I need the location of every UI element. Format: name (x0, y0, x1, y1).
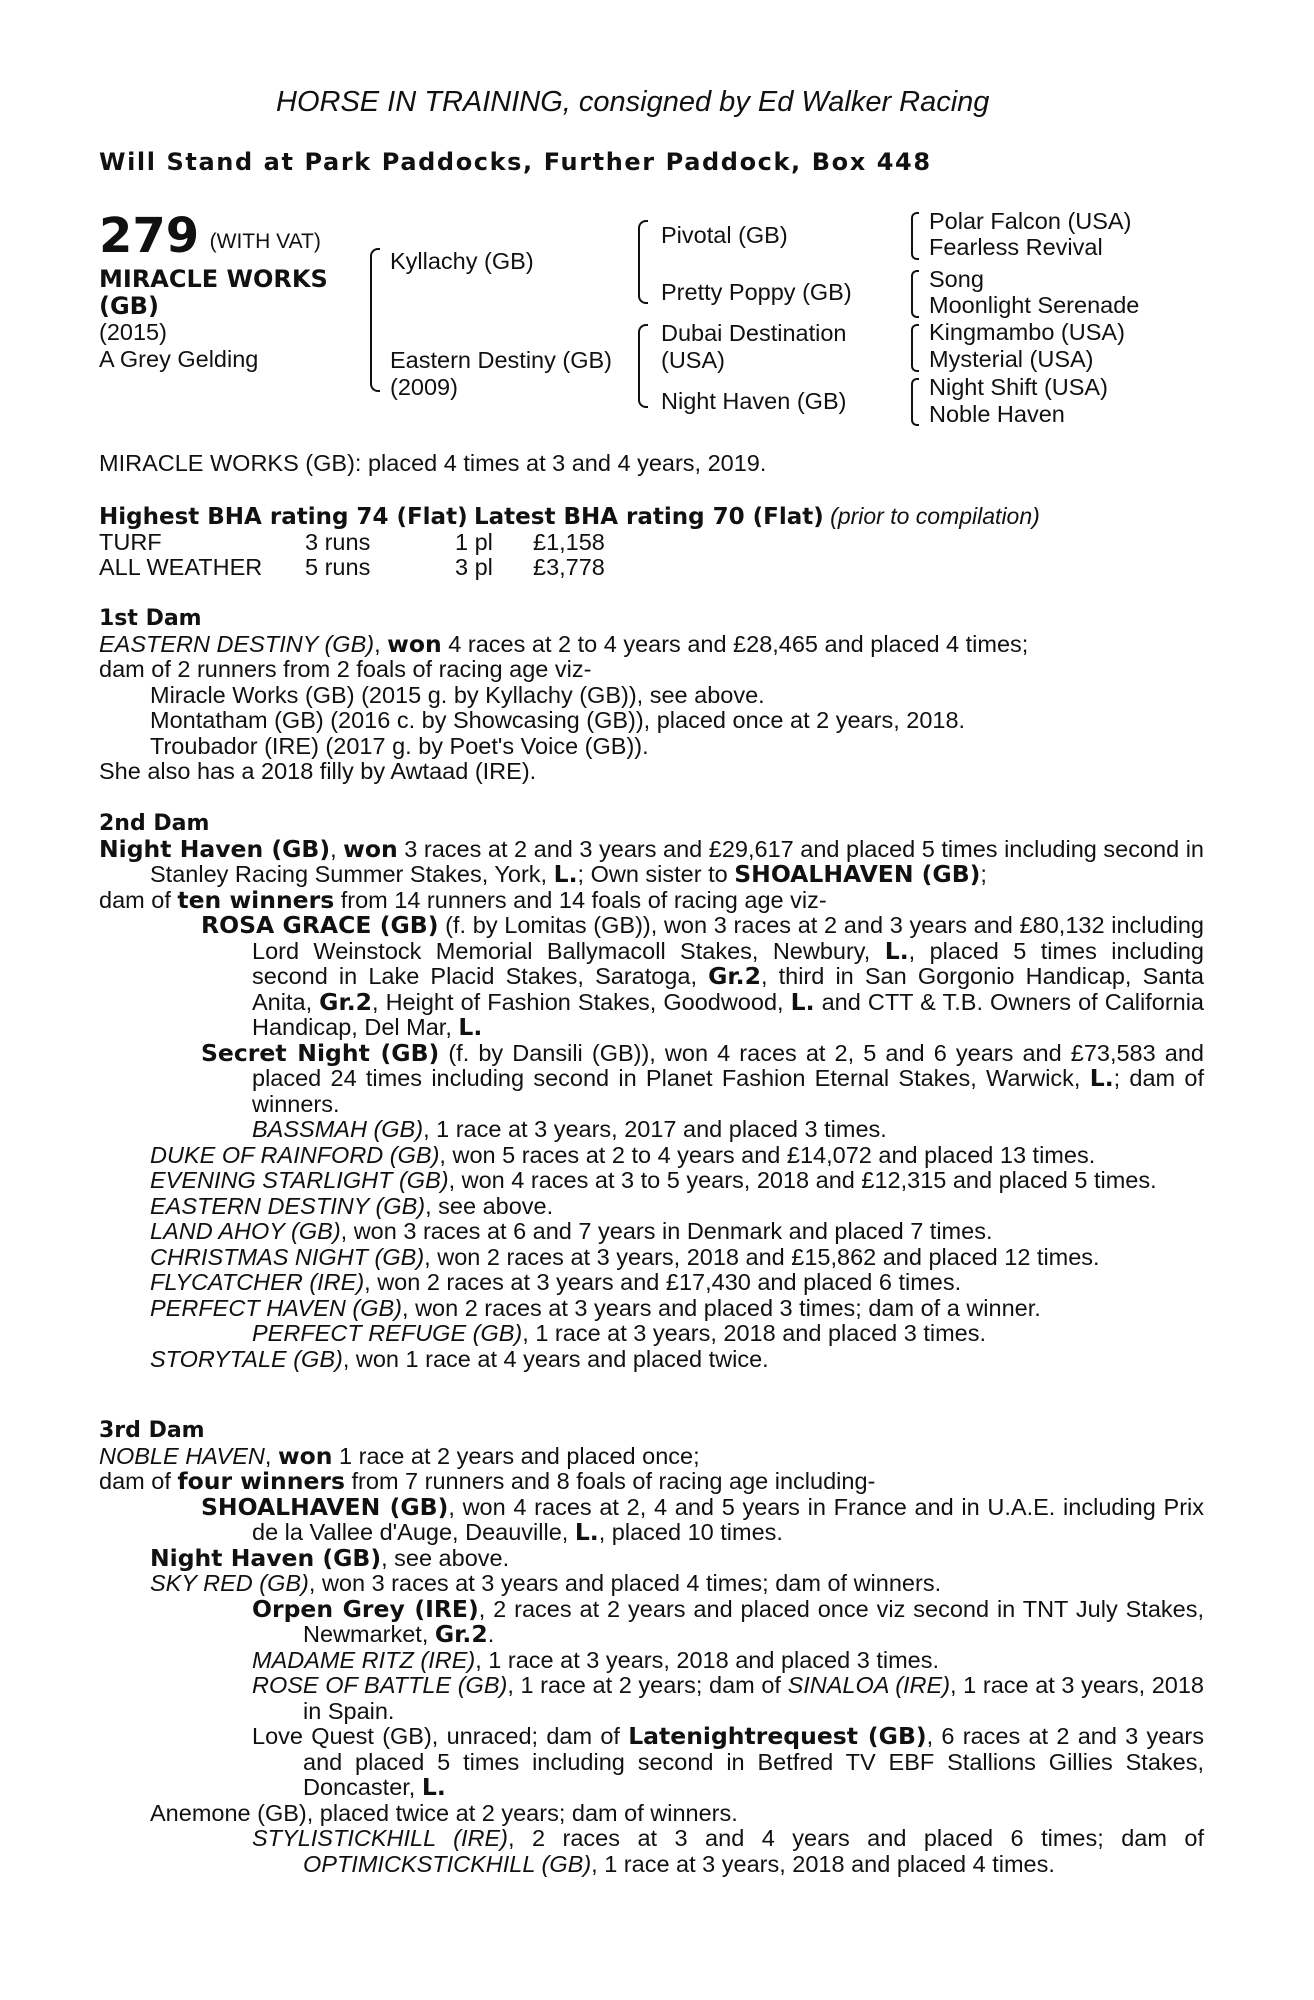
record-placed: 1 pl (455, 529, 493, 555)
record-earnings: £1,158 (533, 529, 605, 555)
record-surface: ALL WEATHER (99, 554, 263, 580)
section-heading: 1st Dam (99, 606, 202, 631)
pedigree-sire-dam: Pretty Poppy (GB) (661, 279, 852, 305)
list-item: BASSMAH (GB), 1 race at 3 years, 2017 and placed 3 times. (252, 1116, 887, 1142)
stand-location: Will Stand at Park Paddocks, Further Paddock, Box 448 (99, 148, 932, 176)
list-item: PERFECT REFUGE (GB), 1 race at 3 years, 2018 and placed 3 times. (252, 1320, 987, 1346)
pedigree-dam-name: Eastern Destiny (GB) (390, 347, 613, 373)
foaling-year: (2015) (99, 319, 167, 345)
list-item: Anemone (GB), placed twice at 2 years; dam of winners. (150, 1799, 738, 1826)
dam-produce-intro: dam of 2 runners from 2 foals of racing age viz- (99, 656, 592, 682)
ratings-line (99, 503, 1040, 530)
vat-label: (WITH VAT) (209, 230, 321, 253)
pedigree-dam-sire-1: Dubai Destination (661, 320, 847, 346)
list-item: Montatham (GB) (2016 c. by Showcasing (GB)), placed once at 2 years, 2018. (150, 707, 966, 733)
record-earnings: £3,778 (533, 554, 605, 580)
lot-number-line (99, 208, 321, 264)
pedigree-g3-7: Night Shift (USA) (929, 374, 1108, 400)
pedigree-brace-g1 (911, 212, 919, 260)
record-placed: 3 pl (455, 554, 493, 580)
list-item: STYLISTICKHILL (IRE), 2 races at 3 and 4 years and placed 6 times; dam of OPTIMICKSTICKHILL (GB), 1 race at 3 years, 2018 and placed 4 times. (252, 1825, 1204, 1877)
pedigree-sire: Kyllachy (GB) (390, 248, 534, 274)
third-dam-section (99, 1418, 1204, 1877)
record-surface: TURF (99, 529, 162, 555)
dam-produce-intro: dam of ten winners from 14 runners and 14 foals of racing age viz- (99, 885, 827, 914)
pedigree-brace-sire (638, 220, 648, 304)
pedigree-g3-6: Mysterial (USA) (929, 346, 1094, 372)
list-item: PERFECT HAVEN (GB), won 2 races at 3 years and placed 3 times; dam of a winner. (150, 1294, 1041, 1321)
dam-record: NOBLE HAVEN, won 1 race at 2 years and placed once; (99, 1441, 700, 1470)
record-runs: 3 runs (305, 529, 371, 555)
horse-country: (GB) (99, 292, 159, 320)
pedigree-g3-5: Kingmambo (USA) (929, 319, 1125, 345)
page-header-title: HORSE IN TRAINING, consigned by Ed Walker Racing (276, 86, 990, 118)
highest-rating: Highest BHA rating 74 (Flat) (99, 504, 468, 530)
first-dam-section (99, 606, 1204, 785)
record-runs: 5 runs (305, 554, 371, 580)
pedigree-g3-2: Fearless Revival (929, 234, 1103, 260)
list-item: EASTERN DESTINY (GB), see above. (150, 1192, 554, 1219)
horse-description: A Grey Gelding (99, 346, 259, 372)
pedigree-brace-main (370, 248, 380, 392)
dam-note: She also has a 2018 filly by Awtaad (IRE). (99, 758, 537, 784)
list-item: Secret Night (GB) (f. by Dansili (GB)), won 4 races at 2, 5 and 6 years and £73,583 and placed 24 times including second in Planet Fashion Eternal Stakes, Warwick, L.; dam of winners. (201, 1038, 1205, 1117)
dam-record: Night Haven (GB), won 3 races at 2 and 3 years and £29,617 and placed 5 times including second in Stanley Racing Summer Stakes, York, L.; Own sister to SHOALHAVEN (GB); (99, 834, 1204, 888)
dam-produce-intro: dam of four winners from 7 runners and 8 foals of racing age including- (99, 1467, 876, 1495)
pedigree-dam-dam: Night Haven (GB) (661, 388, 847, 414)
pedigree-brace-g2 (911, 270, 919, 318)
list-item: ROSE OF BATTLE (GB), 1 race at 2 years; dam of SINALOA (IRE), 1 race at 3 years, 2018 in Spain. (252, 1672, 1204, 1724)
pedigree-dam-sire-2: (USA) (661, 347, 725, 373)
list-item: Troubador (IRE) (2017 g. by Poet's Voice (GB)). (150, 732, 649, 759)
horse-name: MIRACLE WORKS (99, 265, 328, 293)
list-item: CHRISTMAS NIGHT (GB), won 2 races at 3 years, 2018 and £15,862 and placed 12 times. (150, 1243, 1100, 1270)
pedigree-brace-dam (638, 324, 648, 408)
list-item: Night Haven (GB), see above. (150, 1543, 510, 1572)
list-item: STORYTALE (GB), won 1 race at 4 years and placed twice. (150, 1345, 769, 1372)
pedigree-dam-year: (2009) (390, 374, 458, 400)
pedigree-g3-1: Polar Falcon (USA) (929, 208, 1132, 234)
dam-record: EASTERN DESTINY (GB), won 4 races at 2 to 4 years and £28,465 and placed 4 times; (99, 629, 1029, 658)
table-row (99, 530, 605, 555)
list-item: SKY RED (GB), won 3 races at 3 years and placed 4 times; dam of winners. (150, 1570, 942, 1596)
list-item: SHOALHAVEN (GB), won 4 races at 2, 4 and 5 years in France and in U.A.E. including Prix de la Vallee d'Auge, Deauville, L., placed 10 times. (201, 1492, 1204, 1546)
ratings-note: (prior to compilation) (830, 503, 1040, 529)
pedigree-brace-g3 (911, 324, 919, 372)
list-item: Love Quest (GB), unraced; dam of Latenightrequest (GB), 6 races at 2 and 3 years and placed 5 times including second in Betfred TV EBF Stallions Gillies Stakes, Doncaster, L. (252, 1722, 1204, 1801)
lot-number: 279 (99, 208, 200, 264)
list-item: ROSA GRACE (GB) (f. by Lomitas (GB)), won 3 races at 2 and 3 years and £80,132 including Lord Weinstock Memorial Ballymacoll Stakes, Newbury, L., placed 5 times including second in Lake Placid Stakes, Saratoga, Gr.2, third in San Gorgonio Handicap, Santa Anita, Gr.2, Height of Fashion Stakes, Goodwood, L. and CTT & T.B. Owners of California Handicap, Del Mar, L. (201, 911, 1205, 1041)
pedigree-g3-4: Moonlight Serenade (929, 292, 1140, 318)
pedigree-g3-8: Noble Haven (929, 401, 1065, 427)
list-item: MADAME RITZ (IRE), 1 race at 3 years, 2018 and placed 3 times. (252, 1646, 939, 1673)
race-summary: MIRACLE WORKS (GB): placed 4 times at 3 and 4 years, 2019. (99, 450, 767, 476)
section-heading: 3rd Dam (99, 1418, 205, 1443)
list-item: FLYCATCHER (IRE), won 2 races at 3 years and £17,430 and placed 6 times. (150, 1269, 962, 1295)
race-record-table (99, 530, 605, 580)
table-row (99, 555, 605, 580)
section-heading: 2nd Dam (99, 811, 210, 836)
list-item: Orpen Grey (IRE), 2 races at 2 years and placed once viz second in TNT July Stakes, Newmarket, Gr.2. (252, 1594, 1204, 1648)
second-dam-section (99, 811, 1204, 1372)
list-item: DUKE OF RAINFORD (GB), won 5 races at 2 to 4 years and £14,072 and placed 13 times. (150, 1141, 1096, 1168)
pedigree-brace-g4 (911, 378, 919, 426)
pedigree-sire-sire: Pivotal (GB) (661, 222, 788, 248)
list-item: LAND AHOY (GB), won 3 races at 6 and 7 years in Denmark and placed 7 times. (150, 1218, 993, 1244)
latest-rating: Latest BHA rating 70 (Flat) (473, 504, 824, 530)
list-item: EVENING STARLIGHT (GB), won 4 races at 3 to 5 years, 2018 and £12,315 and placed 5 times. (150, 1167, 1157, 1193)
pedigree-g3-3: Song (929, 266, 984, 292)
list-item: Miracle Works (GB) (2015 g. by Kyllachy (GB)), see above. (150, 681, 765, 708)
